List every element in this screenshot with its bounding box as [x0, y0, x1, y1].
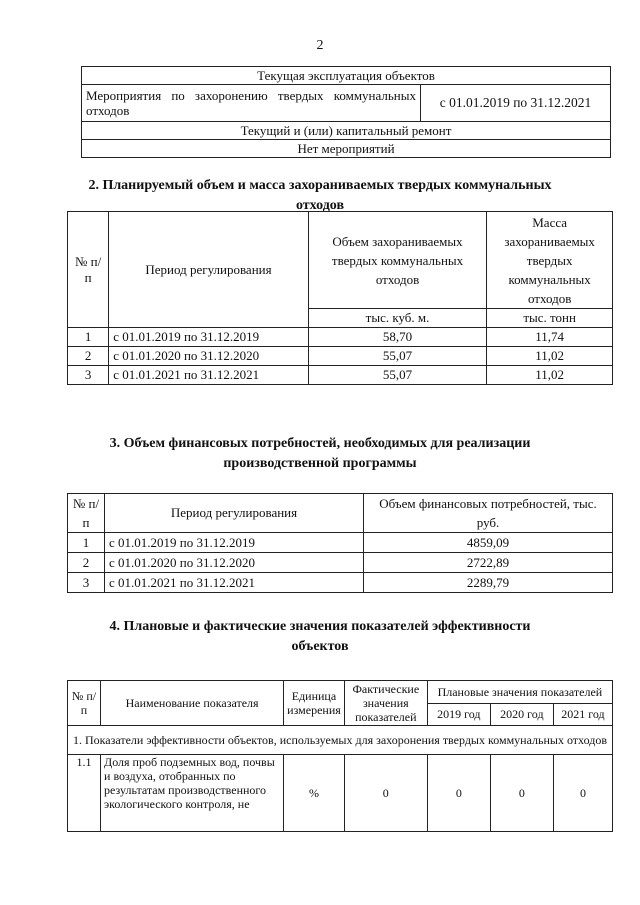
waste-volume-table: [67, 211, 613, 385]
table-row: [68, 533, 613, 553]
group-heading: 1. Показатели эффективности объектов, используемых для захоронения твердых коммунальных отходов: [68, 726, 613, 755]
table-row: [68, 347, 613, 366]
section3-heading-line1: 3. Объем финансовых потребностей, необходимых для реализации: [109, 436, 531, 451]
section4-heading-line2: объектов: [291, 639, 349, 654]
col-num-header: № п/п: [68, 681, 101, 726]
operations-table: [81, 66, 611, 158]
col-volume-header: Объем захораниваемых твердых коммунальных отходов: [308, 212, 486, 309]
indicators-table: [67, 680, 613, 832]
year-2019-header: 2019 год: [427, 703, 490, 726]
row-num: 1: [68, 328, 109, 347]
row-volume: 55,07: [308, 347, 486, 366]
col-period-header: Период регулирования: [109, 212, 309, 328]
row-mass: 11,02: [487, 347, 613, 366]
table-row: [68, 573, 613, 593]
table-row: [68, 755, 613, 832]
row-volume: 55,07: [308, 366, 486, 385]
row-period: с 01.01.2019 по 31.12.2019: [105, 533, 364, 553]
col-period-header: Период регулирования: [105, 494, 364, 533]
row-num: 3: [68, 366, 109, 385]
row-num: 3: [68, 573, 105, 593]
col-num-header: № п/п: [68, 212, 109, 328]
col-planned-header: Плановые значения показателей: [427, 681, 612, 704]
row-period: с 01.01.2019 по 31.12.2019: [109, 328, 309, 347]
section3-heading: [60, 434, 580, 474]
row-actual: 0: [344, 755, 427, 832]
row-plan-2019: 0: [427, 755, 490, 832]
col-name-header: Наименование показателя: [101, 681, 284, 726]
row-num: 1: [68, 533, 105, 553]
table-row: [68, 553, 613, 573]
row-period: с 01.01.2020 по 31.12.2020: [105, 553, 364, 573]
table1-period-cell: с 01.01.2019 по 31.12.2021: [421, 85, 611, 122]
row-mass: 11,02: [487, 366, 613, 385]
row-unit: %: [284, 755, 345, 832]
row-period: с 01.01.2020 по 31.12.2020: [109, 347, 309, 366]
row-indicator-name: Доля проб подземных вод, почвы и воздуха, отобранных по результатам производственного экологического контроля, не: [101, 755, 284, 832]
section3-heading-line2: производственной программы: [223, 456, 417, 471]
row-finance-value: 4859,09: [364, 533, 613, 553]
year-2021-header: 2021 год: [553, 703, 612, 726]
table1-row-repair: Текущий и (или) капитальный ремонт: [82, 122, 611, 140]
row-period: с 01.01.2021 по 31.12.2021: [109, 366, 309, 385]
page-number: 2: [316, 38, 324, 53]
table1-row-no-measures: Нет мероприятий: [82, 140, 611, 158]
table-row: [68, 328, 613, 347]
section4-heading: [60, 617, 580, 657]
col-num-header: № п/п: [68, 494, 105, 533]
table-row: [68, 366, 613, 385]
year-2020-header: 2020 год: [490, 703, 553, 726]
col-actual-header: Фактические значения показателей: [344, 681, 427, 726]
section2-heading-line1: 2. Планируемый объем и масса захораниваемых твердых коммунальных: [88, 178, 552, 193]
section2-heading: [60, 176, 580, 216]
row-num: 1.1: [68, 755, 101, 832]
row-mass: 11,74: [487, 328, 613, 347]
row-plan-2021: 0: [553, 755, 612, 832]
row-finance-value: 2722,89: [364, 553, 613, 573]
unit-mass: тыс. тонн: [487, 309, 613, 328]
col-unit-header: Единица измерения: [284, 681, 345, 726]
table1-measures-cell: Мероприятия по захоронению твердых коммунальных отходов: [82, 85, 421, 122]
col-finance-header: Объем финансовых потребностей, тыс. руб.: [364, 494, 613, 533]
unit-volume: тыс. куб. м.: [308, 309, 486, 328]
row-finance-value: 2289,79: [364, 573, 613, 593]
table1-row-current-operation: Текущая эксплуатация объектов: [82, 67, 611, 85]
section4-heading-line1: 4. Плановые и фактические значения показателей эффективности: [109, 619, 531, 634]
finance-table: [67, 493, 613, 593]
row-volume: 58,70: [308, 328, 486, 347]
row-period: с 01.01.2021 по 31.12.2021: [105, 573, 364, 593]
section2-heading-line2: отходов: [295, 198, 345, 213]
row-num: 2: [68, 347, 109, 366]
col-mass-header: Масса захораниваемых твердых коммунальных отходов: [487, 212, 613, 309]
row-num: 2: [68, 553, 105, 573]
row-plan-2020: 0: [490, 755, 553, 832]
